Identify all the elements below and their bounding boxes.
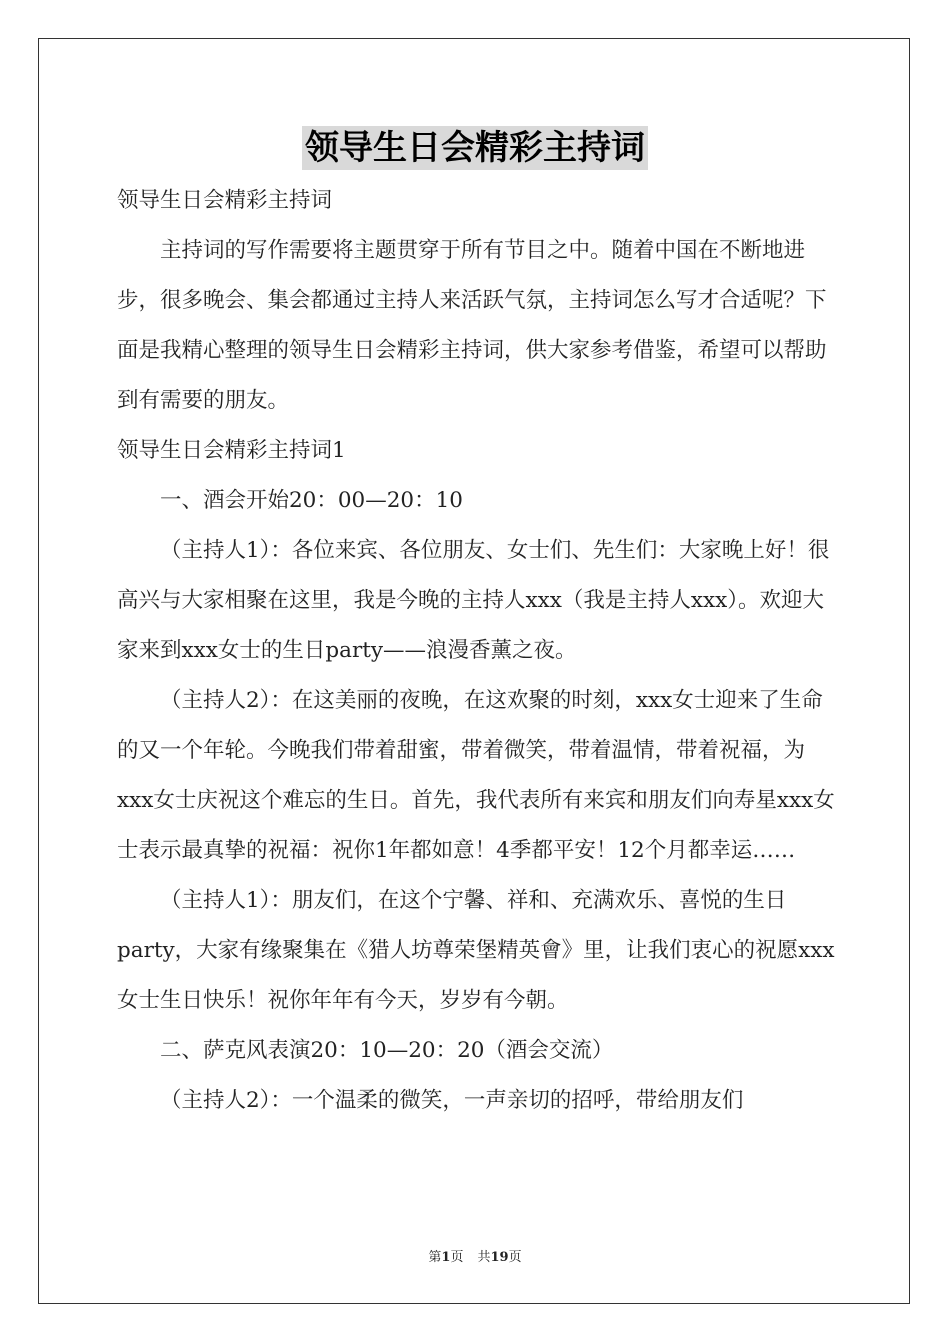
paragraph: 主持词的写作需要将主题贯穿于所有节目之中。随着中国在不断地进步，很多晚会、集会都通过主持人来活跃气氛，主持词怎么写才合适呢？下面是我精心整理的领导生日会精彩主持词，供大家参考借鉴，希望可以帮助到有需要的朋友。 [117, 238, 827, 413]
paragraph: 领导生日会精彩主持词 [117, 188, 333, 213]
paragraph: 一、酒会开始20：00—20：10 [160, 488, 463, 513]
title-container [0, 126, 950, 170]
paragraph: （主持人1）：朋友们，在这个宁馨、祥和、充满欢乐、喜悦的生日party，大家有缘聚集在《猎人坊尊荣堡精英會》里，让我们衷心的祝愿xxx女士生日快乐！祝你年年有今天，岁岁有今朝。 [117, 888, 835, 1013]
page-footer [0, 1246, 950, 1265]
total-prefix: 共 [477, 1250, 491, 1265]
paragraph: 二、萨克风表演20：10—20：20（酒会交流） [160, 1038, 614, 1063]
page-suffix: 页 [450, 1250, 464, 1265]
paragraph: （主持人2）：在这美丽的夜晚，在这欢聚的时刻，xxx女士迎来了生命的又一个年轮。今晚我们带着甜蜜，带着微笑，带着温情，带着祝福，为xxx女士庆祝这个难忘的生日。首先，我代表所有来宾和朋友们向寿星xxx女士表示最真挚的祝福：祝你1年都如意！4季都平安！12个月都幸运…… [117, 688, 835, 863]
page-prefix: 第 [428, 1250, 442, 1265]
paragraph: （主持人2）：一个温柔的微笑，一声亲切的招呼，带给朋友们 [160, 1088, 744, 1113]
total-pages: 19 [490, 1250, 509, 1265]
paragraph: （主持人1）：各位来宾、各位朋友、女士们、先生们：大家晚上好！很高兴与大家相聚在这里，我是今晚的主持人xxx（我是主持人xxx）。欢迎大家来到xxx女士的生日party——浪漫香薰之夜。 [117, 538, 830, 663]
paragraph: 领导生日会精彩主持词1 [117, 438, 346, 463]
document-title: 领导生日会精彩主持词 [302, 126, 648, 170]
page-number: 1 [441, 1250, 451, 1265]
total-suffix: 页 [508, 1250, 522, 1265]
document-body [117, 176, 835, 1126]
